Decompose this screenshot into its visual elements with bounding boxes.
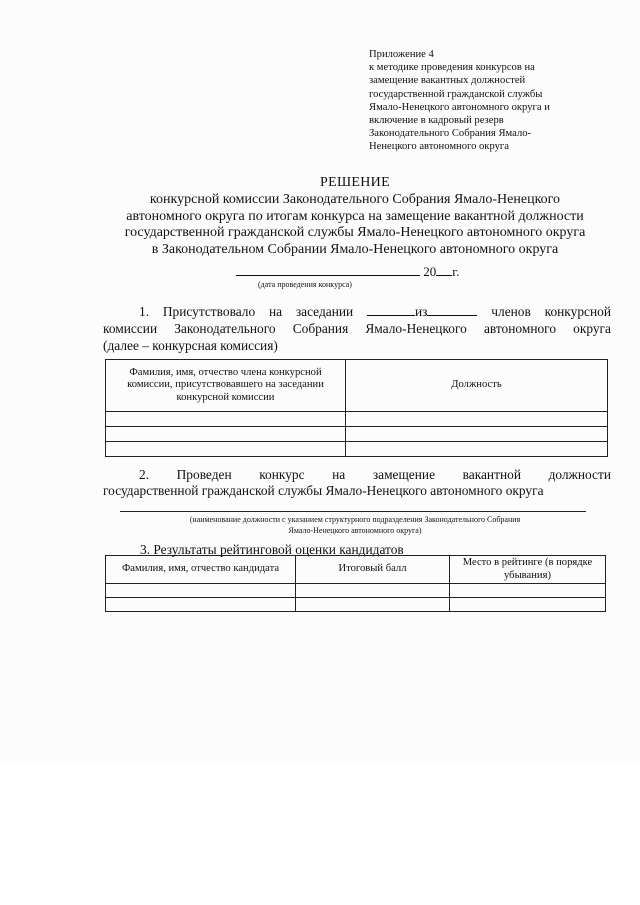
appendix-line: Законодательного Собрания Ямало- bbox=[369, 128, 532, 140]
total-count-blank[interactable] bbox=[427, 305, 477, 316]
table-cell[interactable] bbox=[106, 412, 346, 427]
title-main: РЕШЕНИЕ bbox=[320, 175, 390, 190]
table-cell[interactable] bbox=[346, 442, 608, 457]
appendix-line: замещение вакантных должностей bbox=[369, 75, 526, 87]
table-cell[interactable] bbox=[106, 598, 296, 612]
position-name-caption bbox=[100, 515, 610, 536]
table-row bbox=[106, 584, 606, 598]
blank-area bbox=[0, 762, 640, 905]
header-total-score: Итоговый балл bbox=[296, 556, 450, 584]
appendix-line: Ямало-Ненецкого автономного округа и bbox=[369, 101, 550, 113]
section-2-line-1: 2. Проведен конкурс на замещение вакантной должности bbox=[139, 467, 611, 482]
table-cell[interactable] bbox=[296, 584, 450, 598]
title-line: автономного округа по итогам конкурса на замещение вакантной должности bbox=[126, 208, 584, 224]
section-1-part-a: 1. Присутствовало на заседании bbox=[139, 304, 354, 319]
date-year-suffix: г. bbox=[452, 264, 460, 279]
appendix-note bbox=[369, 48, 609, 154]
caption-line: Ямало-Ненецкого автономного округа) bbox=[288, 525, 422, 535]
title-line: в Законодательном Собрании Ямало-Ненецкого автономного округа bbox=[151, 242, 559, 258]
section-2-line-2: государственной гражданской службы Ямало-Ненецкого автономного округа bbox=[103, 483, 544, 498]
date-field bbox=[236, 264, 476, 280]
section-1-part-c: членов конкурсной bbox=[491, 304, 611, 319]
year-blank[interactable] bbox=[436, 265, 452, 276]
date-caption: (дата проведения конкурса) bbox=[258, 280, 352, 289]
table-header-row bbox=[106, 556, 606, 584]
table-row bbox=[106, 412, 608, 427]
present-count-blank[interactable] bbox=[367, 305, 415, 316]
section-1-line-1 bbox=[103, 303, 611, 320]
section-1-line-2: комиссии Законодательного Собрания Ямало-Ненецкого автономного округа bbox=[103, 321, 611, 336]
position-name-blank[interactable] bbox=[120, 511, 586, 512]
table-row bbox=[106, 442, 608, 457]
appendix-line: государственной гражданской службы bbox=[369, 88, 543, 100]
appendix-line: Ненецкого автономного округа bbox=[369, 141, 509, 153]
section-1-line-3: (далее – конкурсная комиссия) bbox=[103, 338, 278, 353]
section-2-text bbox=[103, 467, 611, 499]
section-1-text bbox=[103, 303, 611, 354]
section-1-part-b: из bbox=[415, 304, 428, 319]
date-year-prefix: 20 bbox=[423, 264, 437, 279]
table-cell[interactable] bbox=[346, 427, 608, 442]
header-candidate-name: Фамилия, имя, отчество кандидата bbox=[106, 556, 296, 584]
header-position: Должность bbox=[346, 360, 608, 412]
table-cell[interactable] bbox=[450, 598, 606, 612]
header-rating-place: Место в рейтинге (в порядке убывания) bbox=[450, 556, 606, 584]
table-cell[interactable] bbox=[106, 584, 296, 598]
table-row bbox=[106, 427, 608, 442]
table-cell[interactable] bbox=[106, 442, 346, 457]
appendix-line: включение в кадровый резерв bbox=[369, 115, 504, 127]
document-title bbox=[100, 175, 610, 259]
date-blank[interactable] bbox=[236, 264, 420, 276]
header-member-name: Фамилия, имя, отчество члена конкурсной комиссии, присутствовавшего на заседании конкурсной комиссии bbox=[106, 360, 346, 412]
section-3-heading: 3. Результаты рейтинговой оценки кандидатов bbox=[140, 542, 404, 557]
appendix-line: Приложение 4 bbox=[369, 49, 434, 60]
appendix-line: к методике проведения конкурсов на bbox=[369, 62, 535, 74]
commission-members-table bbox=[105, 359, 608, 457]
table-header-row bbox=[106, 360, 608, 412]
table-cell[interactable] bbox=[450, 584, 606, 598]
title-line: государственной гражданской службы Ямало-Ненецкого автономного округа bbox=[124, 225, 586, 241]
table-row bbox=[106, 598, 606, 612]
table-cell[interactable] bbox=[106, 427, 346, 442]
caption-line: (наименование должности с указанием структурного подразделения Законодательного Собрания bbox=[189, 515, 521, 524]
candidate-rating-table bbox=[105, 555, 606, 612]
table-cell[interactable] bbox=[346, 412, 608, 427]
table-cell[interactable] bbox=[296, 598, 450, 612]
title-line: конкурсной комиссии Законодательного Собрания Ямало-Ненецкого bbox=[149, 191, 561, 207]
